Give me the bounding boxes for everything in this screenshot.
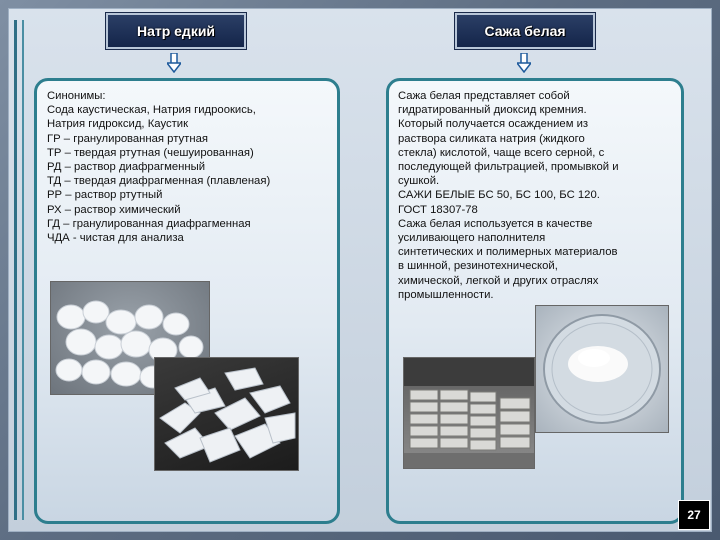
text-line: промышленности. [398, 288, 494, 301]
text-line: Синонимы: [47, 90, 106, 102]
text-line: РР – раствор ртутный [47, 189, 163, 202]
text-line: стекла) кислотой, чаще всего серной, с [398, 146, 605, 159]
text-line: Который получается осаждением из [398, 118, 589, 131]
text-line: САЖИ БЕЛЫЕ БС 50, БС 100, БС 120. [398, 189, 600, 202]
right-arrow-down-icon [517, 53, 531, 73]
left-card [34, 78, 340, 524]
text-line: сушкой. [398, 175, 440, 188]
text-line: ГР – гранулированная ртутная [47, 132, 208, 145]
decor-stripe [22, 20, 24, 520]
text-line: ГД – гранулированная диафрагменная [47, 217, 251, 230]
warehouse-photo [403, 357, 535, 469]
text-line: последующей фильтрацией, промывкой и [398, 161, 619, 174]
text-line: РД – раствор диафрагменный [47, 161, 206, 174]
left-arrow-down-icon [167, 53, 181, 73]
right-title: Сажа белая [455, 13, 595, 49]
text-line: Натрия гидроксид, Каустик [47, 118, 189, 131]
flakes-photo [154, 357, 299, 471]
text-line: гидратированный диоксид кремния. [398, 104, 587, 117]
right-text [398, 89, 619, 302]
left-title: Натр едкий [106, 13, 246, 49]
text-line: Сажа белая представляет собой [398, 90, 570, 102]
text-line: ГОСТ 18307-78 [398, 203, 478, 216]
text-line: Сода каустическая, Натрия гидроокись, [47, 104, 256, 117]
text-line: усиливающего наполнителя [398, 232, 546, 245]
powder-dish-photo [535, 305, 669, 433]
decor-stripe [14, 20, 17, 520]
text-line: ТД – твердая диафрагменная (плавленая) [47, 175, 271, 188]
right-card [386, 78, 684, 524]
text-line: ЧДА - чистая для анализа [47, 232, 184, 245]
left-text [47, 89, 270, 245]
text-line: раствора силиката натрия (жидкого [398, 132, 585, 145]
text-line: синтетических и полимерных материалов [398, 246, 618, 259]
text-line: ТР – твердая ртутная (чешуированная) [47, 146, 254, 159]
text-line: РХ – раствор химический [47, 203, 181, 216]
page-number: 27 [678, 500, 710, 530]
text-line: в шинной, резинотехнической, [398, 260, 558, 273]
text-line: химической, легкой и других отраслях [398, 274, 599, 287]
text-line: Сажа белая используется в качестве [398, 217, 593, 230]
